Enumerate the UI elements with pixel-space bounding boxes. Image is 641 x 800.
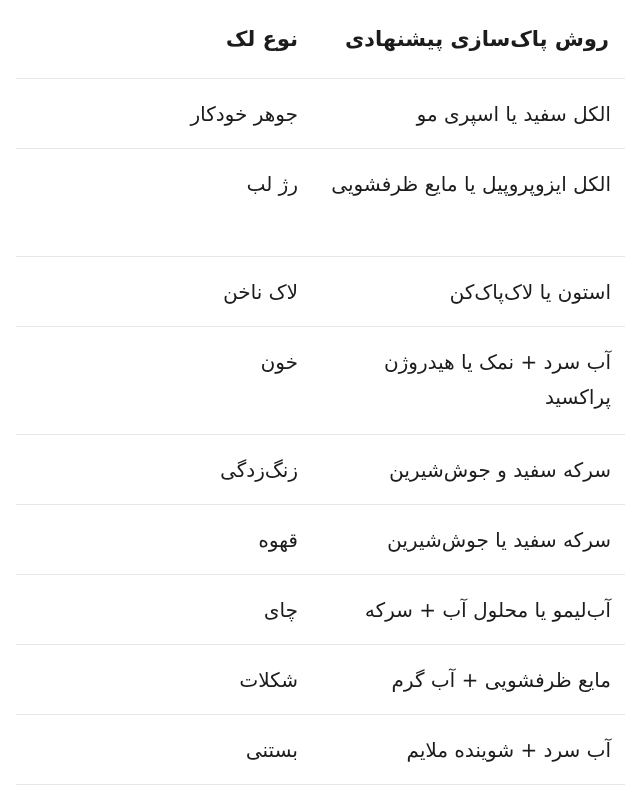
stain-type-cell: رژ لب bbox=[246, 172, 298, 196]
stain-type-cell: قهوه bbox=[258, 528, 298, 552]
stain-type-cell: لاک ناخن bbox=[223, 280, 298, 304]
stain-type-cell: چای bbox=[263, 598, 298, 622]
method-cell: الکل سفید یا اسپری مو bbox=[416, 102, 611, 126]
stain-type-cell: شکلات bbox=[239, 668, 298, 692]
header-stain-type: نوع لک bbox=[225, 27, 298, 51]
method-cell: آب سرد + نمک یا هیدروژن پراکسید bbox=[383, 350, 611, 409]
method-cell: مایع ظرفشویی + آب گرم bbox=[391, 668, 611, 692]
method-cell: آب‌لیمو یا محلول آب + سرکه bbox=[364, 598, 611, 622]
header-method: روش پاک‌سازی پیشنهادی bbox=[344, 27, 609, 51]
method-cell: سرکه سفید یا جوش‌شیرین bbox=[387, 528, 611, 552]
method-cell: آب سرد + شوینده ملایم bbox=[406, 738, 611, 762]
table-row bbox=[16, 575, 625, 645]
stain-type-cell: جوهر خودکار bbox=[190, 102, 298, 126]
method-cell: الکل ایزوپروپیل یا مایع ظرفشویی bbox=[331, 172, 611, 196]
table-row bbox=[16, 79, 625, 149]
table-row bbox=[16, 715, 625, 785]
table-header-row bbox=[16, 0, 625, 79]
method-cell: استون یا لاک‌پاک‌کن bbox=[449, 280, 611, 304]
stain-type-cell: بستنی bbox=[245, 738, 298, 762]
table-row bbox=[16, 505, 625, 575]
stain-type-cell: زنگ‌زدگی bbox=[220, 458, 298, 482]
method-cell: سرکه سفید و جوش‌شیرین bbox=[389, 458, 611, 482]
table-row bbox=[16, 257, 625, 327]
table-row bbox=[16, 645, 625, 715]
table-row bbox=[16, 435, 625, 505]
stain-type-cell: خون bbox=[260, 350, 298, 374]
table-row bbox=[16, 149, 625, 257]
table-row bbox=[16, 327, 625, 435]
